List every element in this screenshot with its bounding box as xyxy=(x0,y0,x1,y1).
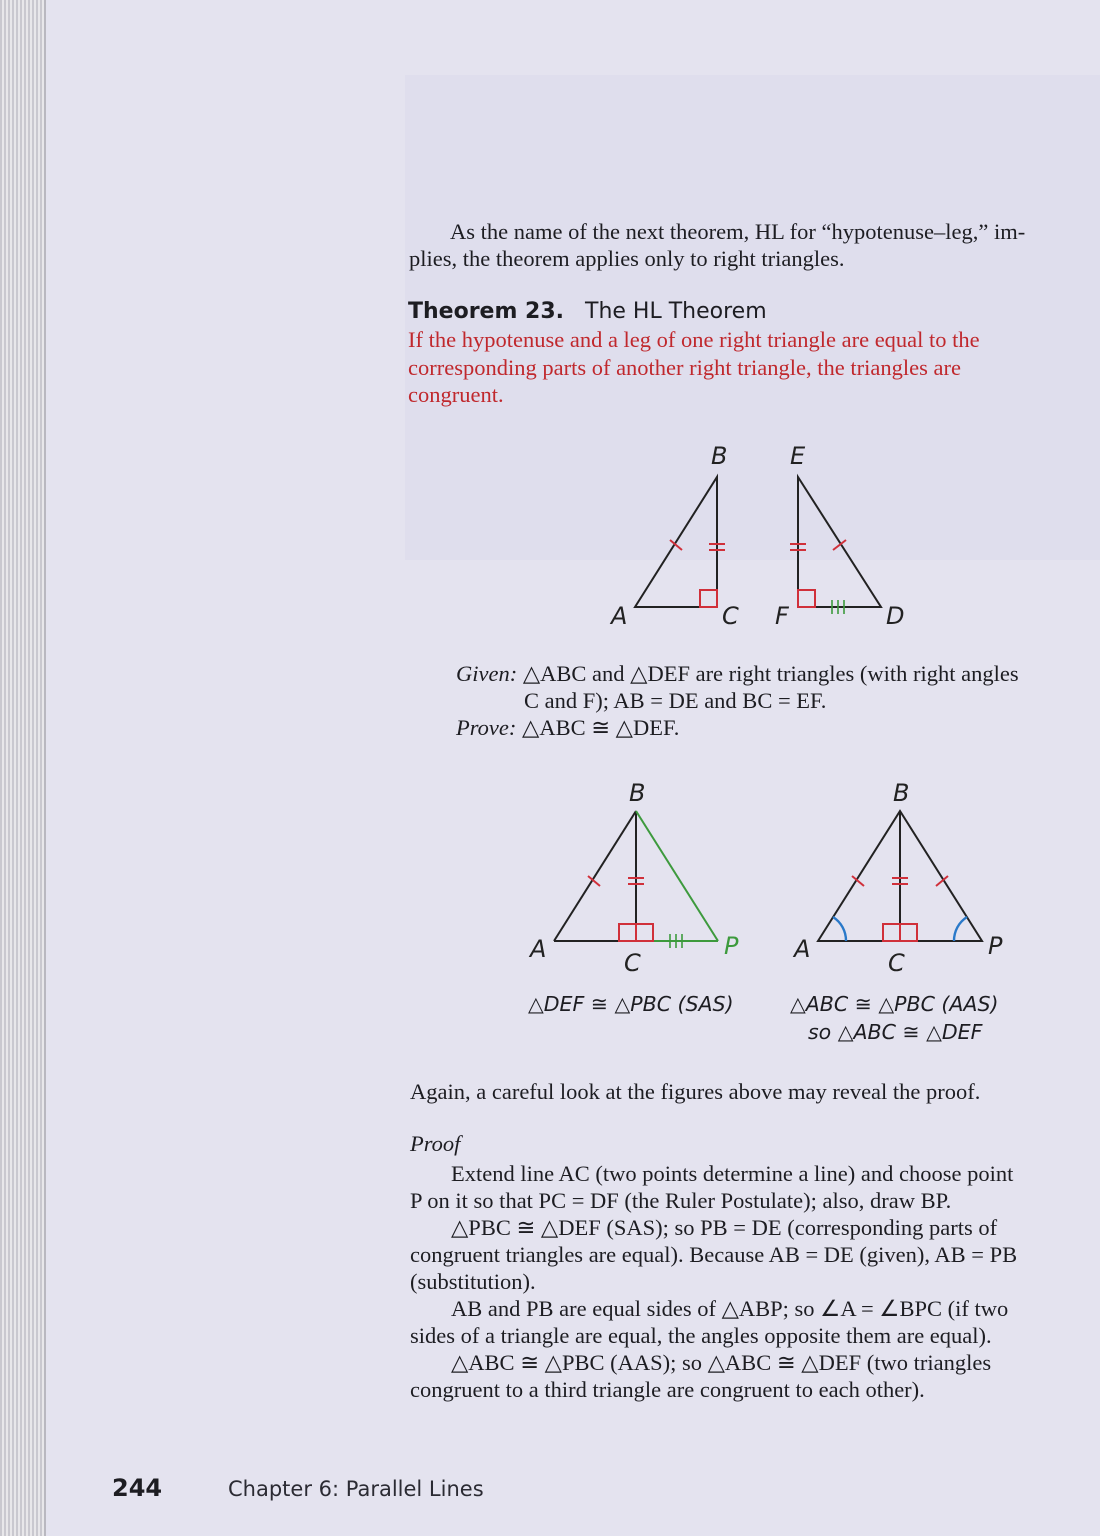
book-gutter xyxy=(0,0,46,1536)
proof-line: sides of a triangle are equal, the angles opposite them are equal). xyxy=(410,1323,992,1348)
prove-text: △ABC ≅ △DEF. xyxy=(522,715,680,740)
proof-line: congruent triangles are equal). Because AB = DE (given), AB = PB xyxy=(410,1242,1018,1267)
given-line-2: C and F); AB = DE and BC = EF. xyxy=(524,688,827,713)
figure3-caption-line-2: so △ABC ≅ △DEF xyxy=(808,1020,983,1044)
label-a: A xyxy=(611,602,628,630)
prove-label: Prove: xyxy=(456,715,517,740)
angle-arc-p xyxy=(954,917,967,941)
label-b: B xyxy=(711,442,728,470)
proof-label: Proof xyxy=(410,1131,461,1156)
figure3-caption-line-1: △ABC ≅ △PBC (AAS) xyxy=(790,992,999,1016)
again-text: Again, a careful look at the figures above may reveal the proof. xyxy=(410,1079,981,1104)
proof-line: congruent to a third triangle are congruent to each other). xyxy=(410,1377,925,1402)
page-number: 244 xyxy=(112,1474,163,1502)
given-line-1: △ABC and △DEF are right triangles (with right angles xyxy=(522,661,1019,686)
label-c: C xyxy=(722,602,739,630)
theorem-number: Theorem 23. xyxy=(408,299,565,324)
theorem-line: corresponding parts of another right triangle, the triangles are xyxy=(408,354,961,380)
label-a: A xyxy=(794,935,811,963)
label-b: B xyxy=(893,779,910,807)
label-a: A xyxy=(530,935,547,963)
label-b: B xyxy=(629,779,646,807)
given-prove-block xyxy=(456,660,1019,741)
theorem-name: The HL Theorem xyxy=(585,299,767,324)
triangle-def xyxy=(798,477,881,607)
figure-isosceles-abp xyxy=(790,775,1020,985)
theorem-line: congruent. xyxy=(408,382,504,407)
given-label: Given: xyxy=(456,661,518,686)
proof-line: △PBC ≅ △DEF (SAS); so PB = DE (corresponding parts of xyxy=(451,1215,998,1240)
triangle-abc xyxy=(635,477,717,607)
theorem-line: If the hypotenuse and a leg of one right triangle are equal to the xyxy=(408,327,980,352)
segment-bp xyxy=(636,811,718,941)
proof-line: (substitution). xyxy=(410,1269,536,1294)
proof-line: △ABC ≅ △PBC (AAS); so △ABC ≅ △DEF (two triangles xyxy=(451,1350,992,1375)
label-c: C xyxy=(624,949,641,977)
label-d: D xyxy=(886,602,905,630)
figure-two-right-triangles xyxy=(590,430,930,640)
right-angle-mark-c xyxy=(700,590,717,607)
theorem-heading xyxy=(408,297,767,327)
label-p: P xyxy=(724,932,739,960)
theorem-statement xyxy=(408,326,980,409)
intro-line-2: plies, the theorem applies only to right triangles. xyxy=(409,246,845,271)
intro-line-1: As the name of the next theorem, HL for “hypotenuse–leg,” im- xyxy=(450,219,1026,244)
proof-line: P on it so that PC = DF (the Ruler Postulate); also, draw BP. xyxy=(410,1188,952,1213)
proof-line: AB and PB are equal sides of △ABP; so ∠A = ∠BPC (if two xyxy=(451,1296,1009,1321)
angle-arc-a xyxy=(833,917,846,941)
chapter-title: Chapter 6: Parallel Lines xyxy=(228,1477,484,1501)
label-f: F xyxy=(775,602,789,630)
label-p: P xyxy=(988,932,1003,960)
right-angle-mark-f xyxy=(798,590,815,607)
label-e: E xyxy=(790,442,806,470)
label-c: C xyxy=(888,949,905,977)
proof-line: Extend line AC (two points determine a line) and choose point xyxy=(451,1161,1014,1186)
figure2-caption: △DEF ≅ △PBC (SAS) xyxy=(528,992,734,1016)
figure-abc-extended-to-p xyxy=(525,775,755,985)
